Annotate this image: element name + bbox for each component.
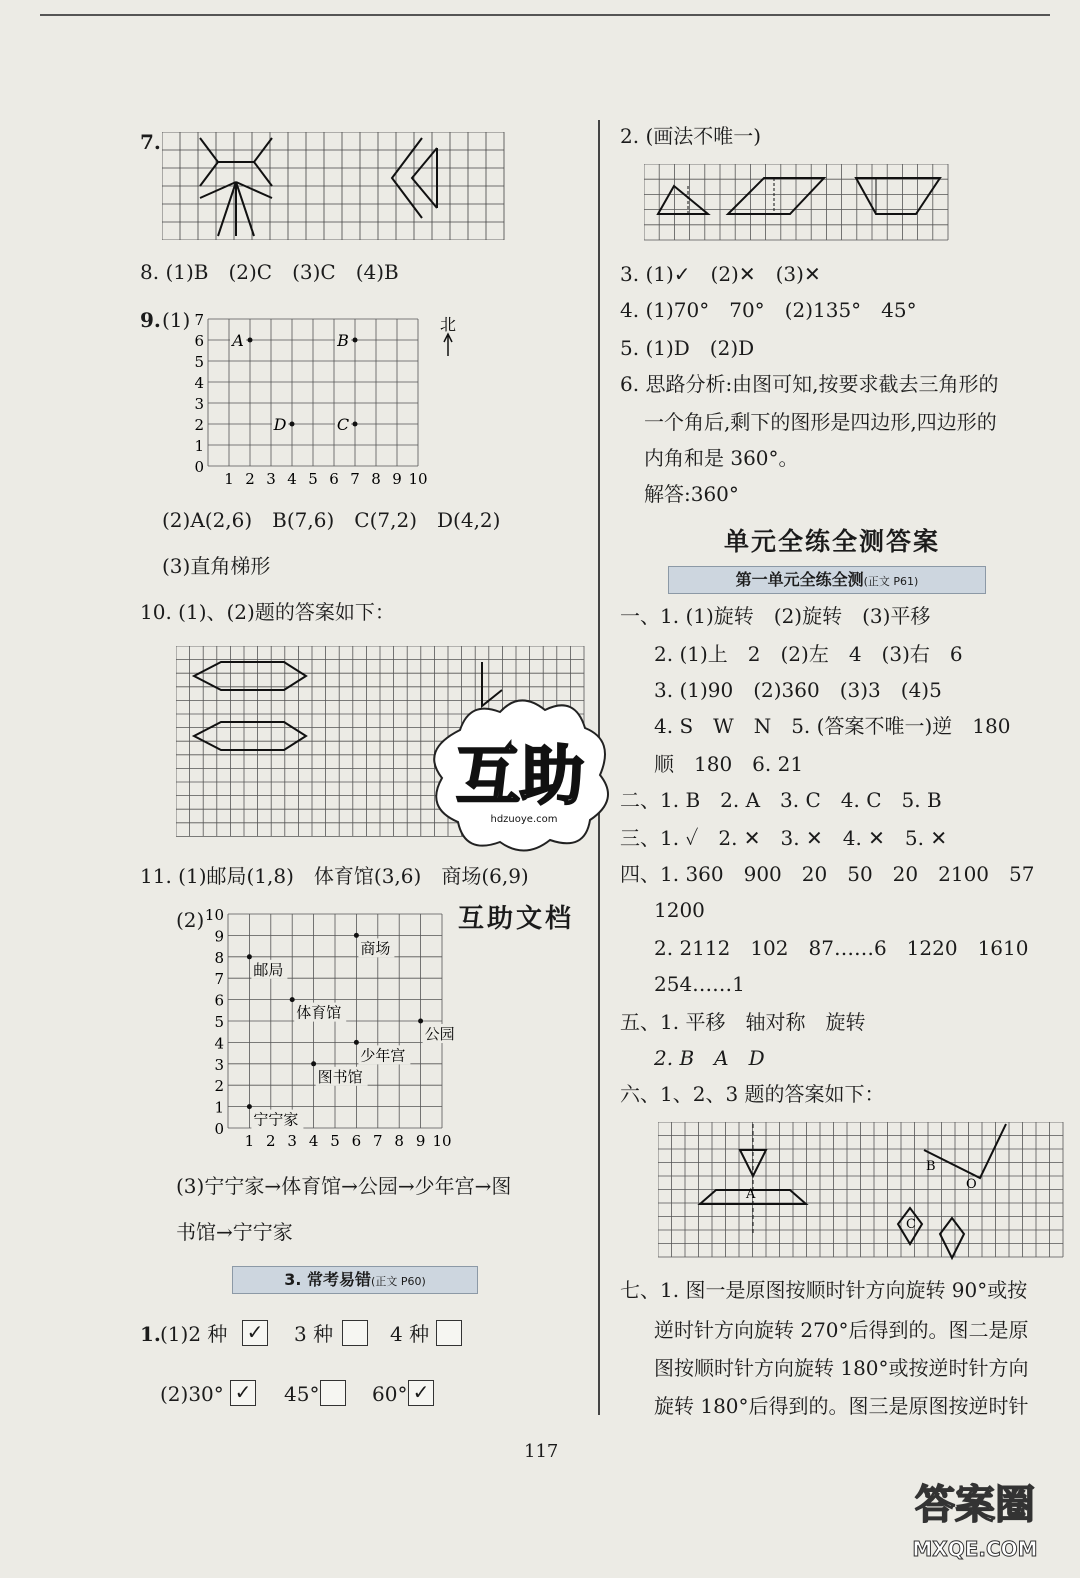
hexagon-lower	[194, 722, 306, 750]
y-tick-label: 5	[194, 353, 204, 371]
y-tick-label: 10	[204, 908, 224, 924]
u2-line: 2. (1)上 2 (2)左 4 (3)右 6	[654, 642, 963, 666]
x-tick-label: 10	[408, 470, 428, 488]
figure-label: B	[926, 1159, 936, 1174]
y-tick-label: 1	[194, 437, 204, 455]
q11-coordinate-grid	[200, 908, 460, 1152]
u3-line: 3. (1)90 (2)360 (3)3 (4)5	[654, 678, 942, 702]
c1-option-a: (1)2 种	[160, 1322, 228, 1346]
q10-intro: 10. (1)、(2)题的答案如下：	[140, 600, 395, 624]
x-tick-label: 7	[350, 470, 360, 488]
u18-line: 旋转 180°后得到的。图三是原图按逆时针	[654, 1394, 1029, 1418]
place-point	[290, 997, 295, 1002]
u9-line: 1200	[654, 898, 705, 922]
r6-line1: 6. 思路分析:由图可知,按要求截去三角形的	[620, 372, 999, 396]
q9-number: 9.	[140, 308, 161, 332]
u13-line: 2. B A D	[654, 1046, 765, 1070]
y-tick-label: 2	[194, 416, 204, 434]
y-tick-label: 3	[214, 1055, 224, 1074]
q11-part3-line1: (3)宁宁家→体育馆→公园→少年宫→图	[176, 1174, 512, 1198]
q11-part3-line2: 书馆→宁宁家	[176, 1220, 293, 1244]
place-label: 图书馆	[317, 1067, 363, 1086]
q7-number: 7.	[140, 130, 161, 154]
u17-line: 图按顺时针方向旋转 180°或按逆时针方向	[654, 1356, 1029, 1380]
r4-answer: 4. (1)70° 70° (2)135° 45°	[620, 298, 917, 322]
x-tick-label: 4	[308, 1132, 319, 1150]
page-number: 117	[524, 1441, 559, 1462]
checkbox-empty	[320, 1380, 346, 1406]
u16-line: 逆时针方向旋转 270°后得到的。图二是原	[654, 1318, 1029, 1342]
parallelogram-figure	[728, 178, 824, 214]
checkbox-checked: ✓	[242, 1320, 268, 1346]
c1-number: 1.	[140, 1322, 161, 1346]
y-tick-label: 4	[214, 1034, 224, 1053]
x-tick-label: 6	[329, 470, 339, 488]
c1-option-c: 4 种	[390, 1322, 430, 1346]
u4-line: 4. S W N 5. (答案不唯一)逆 180	[654, 714, 1011, 738]
u14-line: 六、1、2、3 题的答案如下：	[620, 1082, 885, 1106]
x-tick-label: 2	[266, 1132, 276, 1150]
r6-line3: 内角和是 360°。	[644, 446, 799, 470]
place-label: 少年宫	[360, 1046, 406, 1065]
rotated-figure	[924, 1124, 1006, 1178]
y-tick-label: 0	[214, 1120, 224, 1138]
y-tick-label: 3	[194, 395, 204, 413]
unit1-q6-grid-figure	[658, 1122, 1066, 1262]
point-label-A: A	[232, 331, 244, 350]
r6-solution: 解答:360°	[644, 482, 739, 506]
u7-line: 三、1. ✓ 2. ✕ 3. ✕ 4. ✕ 5. ✕	[620, 826, 948, 850]
place-label: 公园	[424, 1025, 455, 1043]
watermark-stamp	[420, 690, 620, 860]
q11-part2-label: (2)	[176, 908, 205, 932]
r2-grid-figure	[644, 164, 952, 248]
place-label: 宁宁家	[253, 1110, 299, 1129]
c1-option-b: 3 种	[294, 1322, 334, 1346]
top-rule	[40, 14, 1050, 16]
x-tick-label: 10	[432, 1132, 452, 1150]
x-tick-label: 8	[394, 1132, 404, 1150]
y-tick-label: 7	[214, 970, 224, 989]
x-tick-label: 3	[287, 1132, 297, 1150]
u6-line: 二、1. B 2. A 3. C 4. C 5. B	[620, 788, 942, 812]
kite-figure	[940, 1218, 964, 1258]
place-label: 商场	[360, 939, 391, 958]
banner-common-errors: 3. 常考易错(正文 P60)	[232, 1266, 478, 1294]
x-tick-label: 1	[244, 1132, 255, 1150]
place-point	[354, 1040, 359, 1045]
place-label: 邮局	[253, 960, 284, 979]
c2-option-a: (2)30°	[160, 1382, 224, 1406]
checkbox-checked: ✓	[230, 1380, 256, 1406]
figure-label: A	[746, 1187, 756, 1202]
q9-part2: (2)A(2,6) B(7,6) C(7,2) D(4,2)	[162, 508, 501, 532]
x-tick-label: 2	[245, 470, 255, 488]
y-tick-label: 6	[194, 332, 204, 350]
y-tick-label: 0	[194, 458, 204, 476]
x-tick-label: 8	[371, 470, 381, 488]
checkbox-empty	[342, 1320, 368, 1346]
place-point	[354, 933, 359, 938]
u5-line: 顺 180 6. 21	[654, 752, 804, 776]
place-label: 体育馆	[296, 1003, 342, 1022]
place-point	[247, 1104, 252, 1109]
q8-answer: 8. (1)B (2)C (3)C (4)B	[140, 260, 399, 284]
point-D	[290, 422, 295, 427]
u10-line: 2. 2112 102 87……6 1220 1610	[654, 936, 1029, 960]
u12-line: 五、1. 平移 轴对称 旋转	[620, 1010, 866, 1034]
point-B	[353, 338, 358, 343]
r2-grid-lines	[644, 164, 948, 240]
x-tick-label: 4	[287, 470, 297, 488]
y-tick-label: 8	[214, 948, 224, 967]
y-tick-label: 2	[214, 1077, 224, 1096]
y-tick-label: 9	[214, 927, 224, 946]
watermark-text: 互助文档	[458, 904, 575, 934]
place-point	[247, 954, 252, 959]
r5-answer: 5. (1)D (2)D	[620, 336, 755, 360]
u1-line: 一、1. (1)旋转 (2)旋转 (3)平移	[620, 604, 931, 628]
x-tick-label: 7	[373, 1132, 383, 1150]
x-tick-label: 1	[224, 470, 234, 488]
svg-text:答案圈: 答案圈	[915, 1482, 1035, 1528]
r3-answer: 3. (1)✓ (2)✕ (3)✕	[620, 262, 821, 286]
svg-text:MXQE.COM: MXQE.COM	[912, 1537, 1038, 1561]
svg-text:互助: 互助	[456, 740, 584, 814]
y-tick-label: 7	[194, 312, 204, 329]
u11-line: 254……1	[654, 972, 745, 996]
place-point	[311, 1061, 316, 1066]
section-heading: 单元全练全测答案	[724, 527, 941, 556]
y-tick-label: 5	[214, 1013, 224, 1031]
svg-text:hdzuoye.com: hdzuoye.com	[490, 814, 558, 825]
north-label: 北	[439, 315, 457, 334]
x-tick-label: 9	[415, 1132, 426, 1150]
q9-coordinate-grid	[190, 312, 470, 490]
x-tick-label: 3	[266, 470, 276, 488]
c2-option-c: 60°	[372, 1382, 408, 1406]
checkbox-empty	[436, 1320, 462, 1346]
x-tick-label: 5	[308, 470, 318, 488]
x-tick-label: 6	[351, 1132, 362, 1150]
y-tick-label: 4	[194, 374, 204, 392]
answer-circle-logo	[890, 1468, 1060, 1568]
checkbox-checked: ✓	[408, 1380, 434, 1406]
point-label-B: B	[337, 331, 349, 350]
r2-answer: 2. (画法不唯一)	[620, 124, 762, 148]
hexagon-upper	[194, 662, 306, 690]
q9-part1: (1)	[162, 308, 191, 332]
q7-grid-figure	[162, 132, 507, 240]
x-tick-label: 9	[392, 470, 402, 488]
place-point	[418, 1019, 423, 1024]
x-tick-label: 5	[330, 1132, 340, 1150]
point-label-D: D	[273, 415, 287, 434]
trapezoid-figure	[856, 178, 940, 214]
q9-part3: (3)直角梯形	[162, 554, 271, 578]
y-tick-label: 1	[214, 1098, 224, 1117]
point-A	[248, 338, 253, 343]
figure-label: O	[966, 1177, 977, 1192]
point-label-C: C	[336, 415, 350, 434]
c2-option-b: 45°	[284, 1382, 320, 1406]
point-C	[353, 422, 358, 427]
u8-line: 四、1. 360 900 20 50 20 2100 57	[620, 862, 1035, 886]
q11-part1: 11. (1)邮局(1,8) 体育馆(3,6) 商场(6,9)	[140, 864, 529, 888]
u15-line: 七、1. 图一是原图按顺时针方向旋转 90°或按	[620, 1278, 1028, 1302]
r6-line2: 一个角后,剩下的图形是四边形,四边形的	[644, 410, 997, 434]
banner-unit1: 第一单元全练全测(正文 P61)	[668, 566, 986, 594]
y-tick-label: 6	[214, 991, 224, 1010]
figure-label: C	[906, 1217, 916, 1232]
